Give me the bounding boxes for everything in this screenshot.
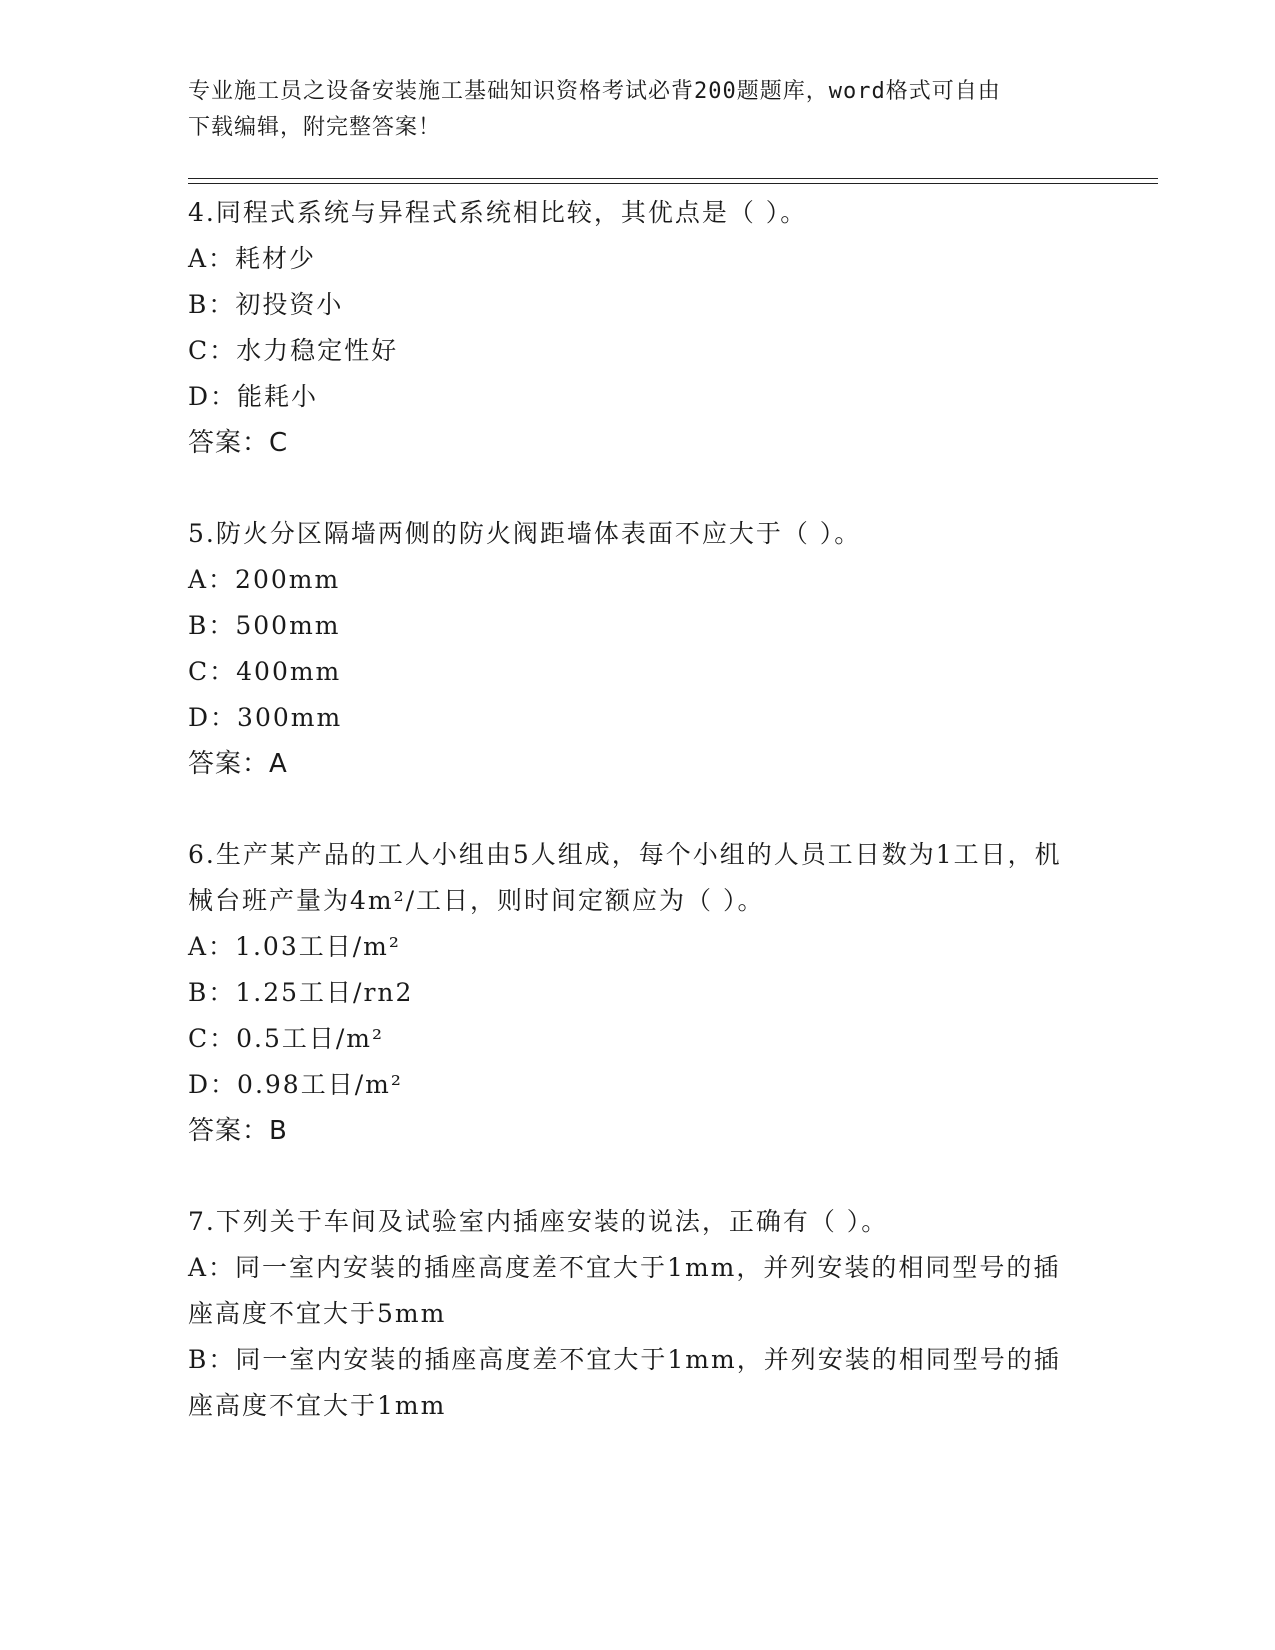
option-a: A：200mm [188, 565, 341, 594]
question-list [188, 190, 1068, 1474]
option-a: A：1.03工日/m² [188, 932, 401, 961]
header-divider-top [188, 178, 1158, 179]
question-7 [188, 1199, 1068, 1429]
question-text: 6.生产某产品的工人小组由5人组成，每个小组的人员工日数为1工日，机械台班产量为4m²/工日，则时间定额应为（ ）。 [188, 840, 1062, 915]
question-6 [188, 832, 1068, 1154]
question-4 [188, 190, 1068, 466]
option-d: D：0.98工日/m² [188, 1070, 403, 1099]
option-b: B：同一室内安装的插座高度差不宜大于1mm，并列安装的相同型号的插座高度不宜大于1mm [188, 1345, 1061, 1420]
option-c: C：400mm [188, 657, 342, 686]
answer-label: 答案：B [188, 1116, 288, 1146]
answer-label: 答案：C [188, 428, 289, 458]
document-header [188, 74, 1068, 146]
option-c: C：0.5工日/m² [188, 1024, 385, 1053]
question-text: 5.防火分区隔墙两侧的防火阀距墙体表面不应大于（ ）。 [188, 519, 862, 548]
option-b: B：1.25工日/rn2 [188, 978, 414, 1007]
header-divider-bottom [188, 183, 1158, 184]
question-5 [188, 511, 1068, 787]
option-a: A：耗材少 [188, 244, 317, 273]
header-line-1: 专业施工员之设备安装施工基础知识资格考试必背200题题库，word格式可自由 [188, 79, 1001, 104]
option-c: C：水力稳定性好 [188, 336, 399, 365]
answer-label: 答案：A [188, 749, 288, 779]
header-line-2: 下载编辑，附完整答案！ [188, 115, 442, 140]
option-d: D：能耗小 [188, 382, 319, 411]
option-b: B：初投资小 [188, 290, 344, 319]
option-b: B：500mm [188, 611, 341, 640]
option-a: A：同一室内安装的插座高度差不宜大于1mm，并列安装的相同型号的插座高度不宜大于5mm [188, 1253, 1061, 1328]
question-text: 7.下列关于车间及试验室内插座安装的说法，正确有（ ）。 [188, 1207, 889, 1236]
option-d: D：300mm [188, 703, 343, 732]
question-text: 4.同程式系统与异程式系统相比较，其优点是（ ）。 [188, 198, 808, 227]
